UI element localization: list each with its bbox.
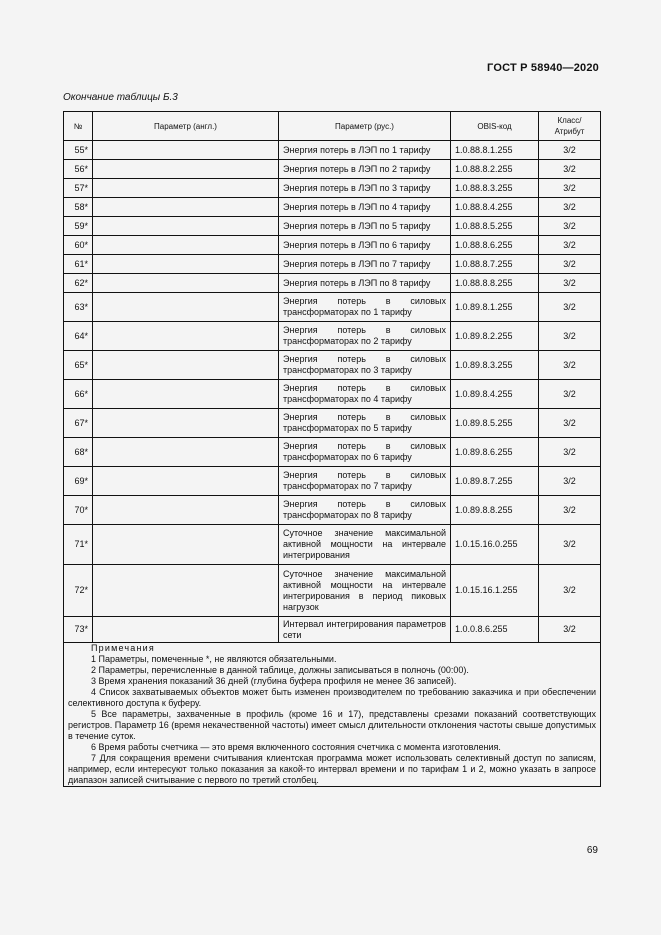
param-rus-cell: Интервал интегрирования параметров сети bbox=[279, 617, 451, 643]
column-header-obis: OBIS-код bbox=[451, 112, 539, 141]
obis-code-cell: 1.0.88.8.6.255 bbox=[451, 236, 539, 255]
row-number-cell: 56* bbox=[64, 160, 93, 179]
param-eng-cell bbox=[93, 351, 279, 380]
row-number-cell: 72* bbox=[64, 565, 93, 617]
param-eng-cell bbox=[93, 467, 279, 496]
param-rus-cell: Энергия потерь в силовых трансформаторах по 3 тарифу bbox=[279, 351, 451, 380]
table-caption: Окончание таблицы Б.3 bbox=[63, 92, 178, 103]
note-item: 4 Список захватываемых объектов может быть изменен производителем по требованию заказчика и при обеспечении селективного доступа к буферу. bbox=[68, 687, 596, 708]
table-row bbox=[64, 438, 601, 467]
param-rus-cell: Энергия потерь в ЛЭП по 7 тарифу bbox=[279, 255, 451, 274]
param-eng-cell bbox=[93, 409, 279, 438]
class-attr-cell: 3/2 bbox=[539, 322, 601, 351]
param-eng-cell bbox=[93, 496, 279, 525]
notes-title: Примечания bbox=[91, 643, 155, 653]
table-row bbox=[64, 409, 601, 438]
obis-code-cell: 1.0.89.8.2.255 bbox=[451, 322, 539, 351]
row-number-cell: 60* bbox=[64, 236, 93, 255]
param-rus-cell: Энергия потерь в ЛЭП по 6 тарифу bbox=[279, 236, 451, 255]
class-attr-cell: 3/2 bbox=[539, 198, 601, 217]
obis-code-cell: 1.0.89.8.1.255 bbox=[451, 293, 539, 322]
obis-code-cell: 1.0.89.8.5.255 bbox=[451, 409, 539, 438]
param-rus-cell: Энергия потерь в силовых трансформаторах по 8 тарифу bbox=[279, 496, 451, 525]
note-item: 3 Время хранения показаний 36 дней (глубина буфера профиля не менее 36 записей). bbox=[91, 676, 457, 686]
row-number-cell: 65* bbox=[64, 351, 93, 380]
param-eng-cell bbox=[93, 293, 279, 322]
class-attr-cell: 3/2 bbox=[539, 380, 601, 409]
table-row bbox=[64, 496, 601, 525]
class-attr-cell: 3/2 bbox=[539, 160, 601, 179]
table-row bbox=[64, 179, 601, 198]
row-number-cell: 67* bbox=[64, 409, 93, 438]
table-row bbox=[64, 236, 601, 255]
note-item: 2 Параметры, перечисленные в данной таблице, должны записываться в полночь (00:00). bbox=[91, 665, 469, 675]
table-row bbox=[64, 274, 601, 293]
param-rus-cell: Суточное значение максимальной активной мощности на интервале интегрирования в период пиковых нагрузок bbox=[279, 565, 451, 617]
standard-number: ГОСТ Р 58940—2020 bbox=[487, 62, 599, 74]
class-attr-cell: 3/2 bbox=[539, 217, 601, 236]
table-row bbox=[64, 565, 601, 617]
note-item: 5 Все параметры, захваченные в профиль (кроме 16 и 17), представлены срезами показаний соответствующих регистров. Параметр 16 (время некачественной частоты) имеет смысл длительности отклонения частоты свыше допустимых в течение суток. bbox=[68, 709, 596, 741]
param-eng-cell bbox=[93, 525, 279, 565]
obis-code-cell: 1.0.88.8.3.255 bbox=[451, 179, 539, 198]
table-row bbox=[64, 322, 601, 351]
row-number-cell: 57* bbox=[64, 179, 93, 198]
row-number-cell: 66* bbox=[64, 380, 93, 409]
parameters-table bbox=[63, 111, 601, 787]
row-number-cell: 70* bbox=[64, 496, 93, 525]
notes-row bbox=[64, 643, 601, 787]
table-row bbox=[64, 255, 601, 274]
param-rus-cell: Энергия потерь в силовых трансформаторах по 4 тарифу bbox=[279, 380, 451, 409]
obis-code-cell: 1.0.88.8.2.255 bbox=[451, 160, 539, 179]
table-row bbox=[64, 467, 601, 496]
table-header-row bbox=[64, 112, 601, 141]
row-number-cell: 55* bbox=[64, 141, 93, 160]
table-row bbox=[64, 141, 601, 160]
obis-code-cell: 1.0.88.8.1.255 bbox=[451, 141, 539, 160]
class-attr-cell: 3/2 bbox=[539, 617, 601, 643]
column-header-class: Класс/ Атрибут bbox=[539, 112, 601, 141]
table-row bbox=[64, 351, 601, 380]
param-eng-cell bbox=[93, 322, 279, 351]
param-eng-cell bbox=[93, 141, 279, 160]
param-rus-cell: Энергия потерь в ЛЭП по 5 тарифу bbox=[279, 217, 451, 236]
page-number: 69 bbox=[586, 845, 598, 856]
param-rus-cell: Суточное значение максимальной активной мощности на интервале интегрирования bbox=[279, 525, 451, 565]
param-rus-cell: Энергия потерь в ЛЭП по 4 тарифу bbox=[279, 198, 451, 217]
param-eng-cell bbox=[93, 217, 279, 236]
param-rus-cell: Энергия потерь в силовых трансформаторах по 6 тарифу bbox=[279, 438, 451, 467]
table-row bbox=[64, 380, 601, 409]
obis-code-cell: 1.0.88.8.5.255 bbox=[451, 217, 539, 236]
table-row bbox=[64, 617, 601, 643]
class-attr-cell: 3/2 bbox=[539, 179, 601, 198]
class-attr-cell: 3/2 bbox=[539, 293, 601, 322]
table-body bbox=[64, 141, 601, 643]
param-eng-cell bbox=[93, 438, 279, 467]
note-item: 7 Для сокращения времени считывания клиентская программа может использовать селективный доступ по записям, например, если интересуют только показания за какой-то интервал времени и по тарифам 1 и 2, можно указать в запросе диапазон записей считывание с первого по третий столбец. bbox=[68, 753, 596, 785]
obis-code-cell: 1.0.0.8.6.255 bbox=[451, 617, 539, 643]
param-eng-cell bbox=[93, 160, 279, 179]
class-attr-cell: 3/2 bbox=[539, 351, 601, 380]
param-eng-cell bbox=[93, 617, 279, 643]
param-rus-cell: Энергия потерь в ЛЭП по 3 тарифу bbox=[279, 179, 451, 198]
class-attr-cell: 3/2 bbox=[539, 565, 601, 617]
class-attr-cell: 3/2 bbox=[539, 467, 601, 496]
param-eng-cell bbox=[93, 565, 279, 617]
obis-code-cell: 1.0.15.16.0.255 bbox=[451, 525, 539, 565]
column-header-num: № bbox=[64, 112, 93, 141]
row-number-cell: 73* bbox=[64, 617, 93, 643]
obis-code-cell: 1.0.88.8.7.255 bbox=[451, 255, 539, 274]
obis-code-cell: 1.0.88.8.4.255 bbox=[451, 198, 539, 217]
class-attr-cell: 3/2 bbox=[539, 409, 601, 438]
param-rus-cell: Энергия потерь в силовых трансформаторах по 1 тарифу bbox=[279, 293, 451, 322]
row-number-cell: 58* bbox=[64, 198, 93, 217]
param-eng-cell bbox=[93, 179, 279, 198]
class-attr-cell: 3/2 bbox=[539, 141, 601, 160]
param-rus-cell: Энергия потерь в ЛЭП по 1 тарифу bbox=[279, 141, 451, 160]
row-number-cell: 69* bbox=[64, 467, 93, 496]
table-row bbox=[64, 217, 601, 236]
class-attr-cell: 3/2 bbox=[539, 496, 601, 525]
class-attr-cell: 3/2 bbox=[539, 525, 601, 565]
table-row bbox=[64, 198, 601, 217]
param-rus-cell: Энергия потерь в силовых трансформаторах по 7 тарифу bbox=[279, 467, 451, 496]
class-attr-cell: 3/2 bbox=[539, 255, 601, 274]
note-item: 6 Время работы счетчика — это время включенного состояния счетчика с момента изготовления. bbox=[91, 742, 501, 752]
obis-code-cell: 1.0.89.8.3.255 bbox=[451, 351, 539, 380]
row-number-cell: 59* bbox=[64, 217, 93, 236]
param-eng-cell bbox=[93, 255, 279, 274]
class-attr-cell: 3/2 bbox=[539, 236, 601, 255]
row-number-cell: 68* bbox=[64, 438, 93, 467]
obis-code-cell: 1.0.15.16.1.255 bbox=[451, 565, 539, 617]
param-rus-cell: Энергия потерь в ЛЭП по 8 тарифу bbox=[279, 274, 451, 293]
param-rus-cell: Энергия потерь в силовых трансформаторах по 5 тарифу bbox=[279, 409, 451, 438]
class-attr-cell: 3/2 bbox=[539, 438, 601, 467]
row-number-cell: 61* bbox=[64, 255, 93, 274]
param-eng-cell bbox=[93, 380, 279, 409]
column-header-eng: Параметр (англ.) bbox=[93, 112, 279, 141]
param-rus-cell: Энергия потерь в силовых трансформаторах по 2 тарифу bbox=[279, 322, 451, 351]
obis-code-cell: 1.0.89.8.8.255 bbox=[451, 496, 539, 525]
obis-code-cell: 1.0.89.8.7.255 bbox=[451, 467, 539, 496]
note-item: 1 Параметры, помеченные *, не являются обязательными. bbox=[91, 654, 337, 664]
obis-code-cell: 1.0.88.8.8.255 bbox=[451, 274, 539, 293]
param-eng-cell bbox=[93, 236, 279, 255]
row-number-cell: 71* bbox=[64, 525, 93, 565]
obis-code-cell: 1.0.89.8.6.255 bbox=[451, 438, 539, 467]
column-header-rus: Параметр (рус.) bbox=[279, 112, 451, 141]
row-number-cell: 63* bbox=[64, 293, 93, 322]
param-eng-cell bbox=[93, 274, 279, 293]
notes-cell bbox=[64, 643, 601, 787]
table-row bbox=[64, 525, 601, 565]
row-number-cell: 62* bbox=[64, 274, 93, 293]
table-row bbox=[64, 293, 601, 322]
class-attr-cell: 3/2 bbox=[539, 274, 601, 293]
param-rus-cell: Энергия потерь в ЛЭП по 2 тарифу bbox=[279, 160, 451, 179]
table-row bbox=[64, 160, 601, 179]
obis-code-cell: 1.0.89.8.4.255 bbox=[451, 380, 539, 409]
row-number-cell: 64* bbox=[64, 322, 93, 351]
param-eng-cell bbox=[93, 198, 279, 217]
